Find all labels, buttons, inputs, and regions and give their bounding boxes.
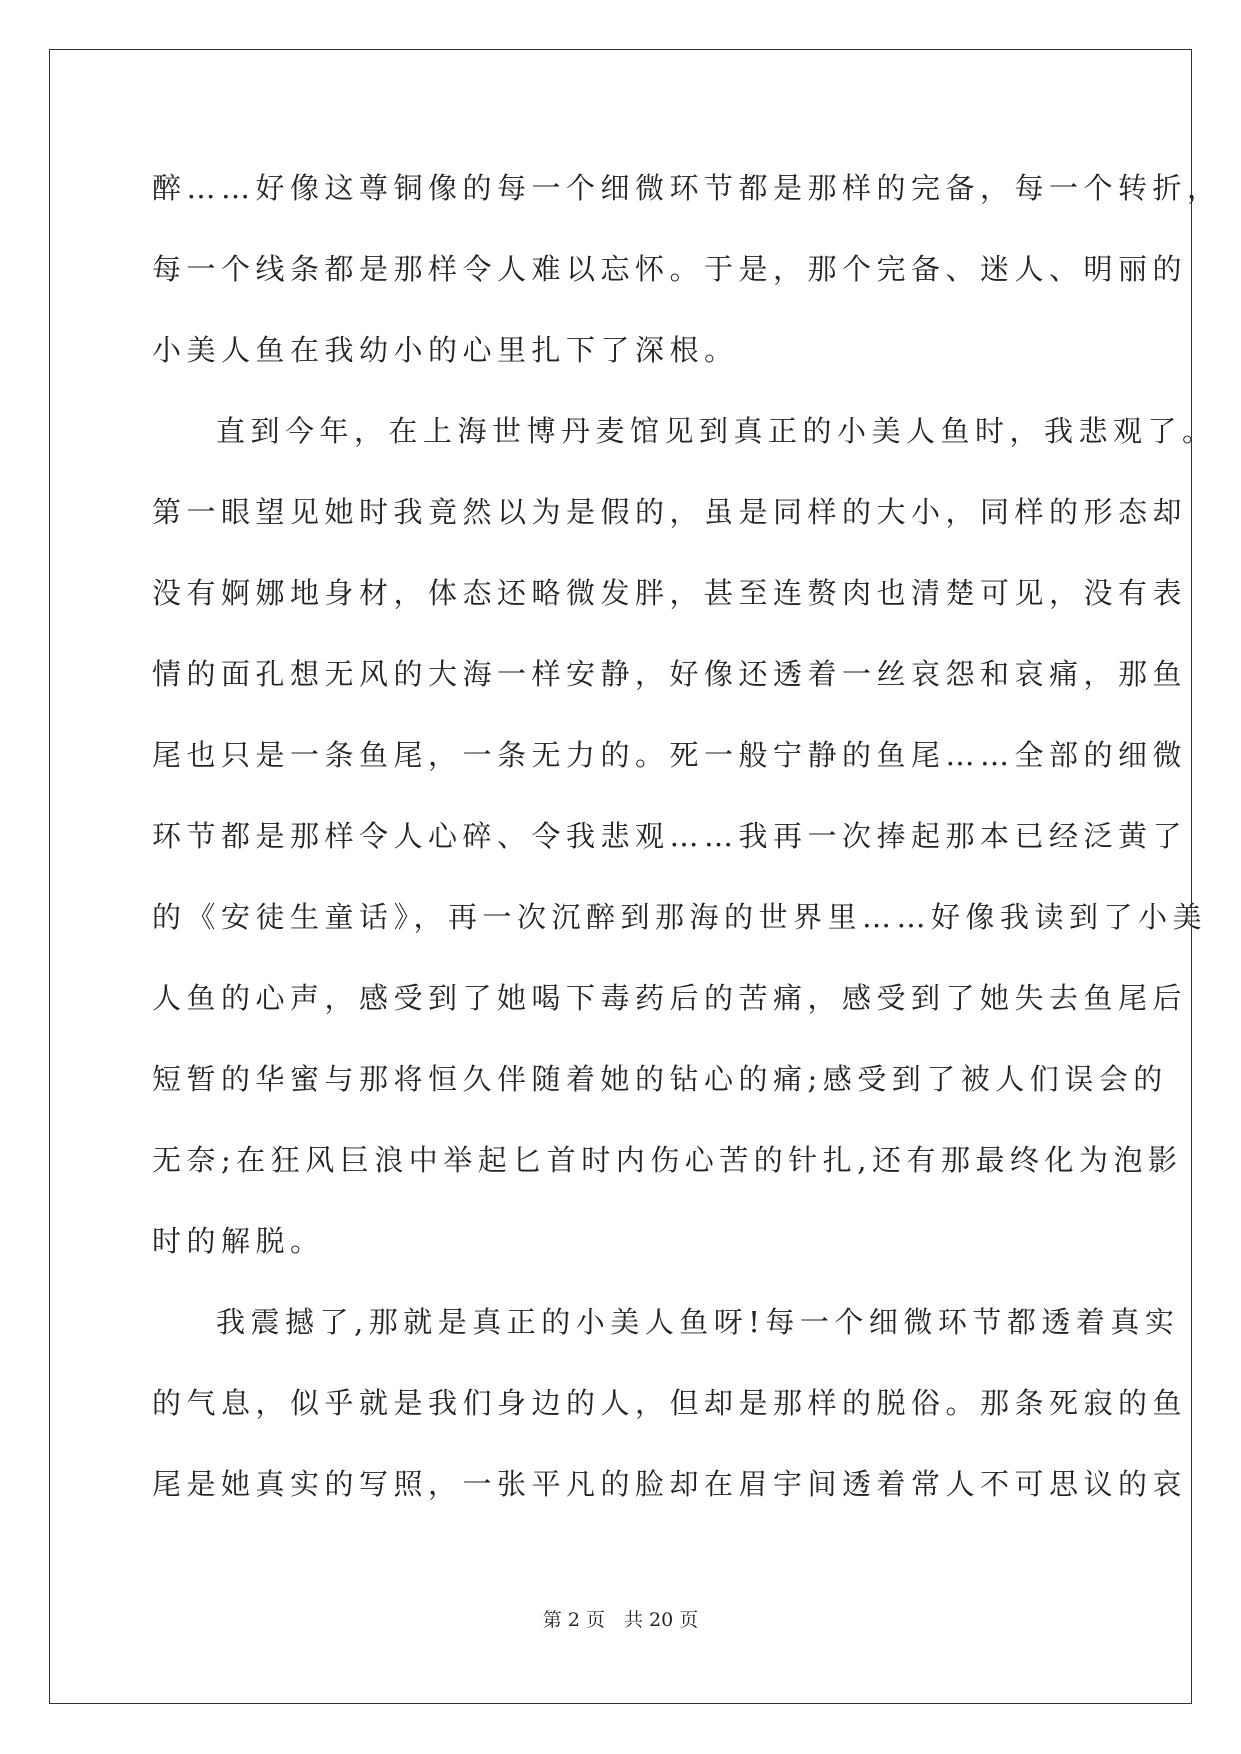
text-line: 每一个线条都是那样令人难以忘怀。于是，那个完备、迷人、明丽的 <box>152 252 1188 286</box>
text-line: 短暂的华蜜与那将恒久伴随着她的钻心的痛;感受到了被人们误会的 <box>152 1062 1168 1096</box>
text-line: 醉……好像这尊铜像的每一个细微环节都是那样的完备，每一个转折， <box>152 171 1222 205</box>
text-line: 小美人鱼在我幼小的心里扎下了深根。 <box>152 333 739 367</box>
text-line: 无奈;在狂风巨浪中举起匕首时内伤心苦的针扎,还有那最终化为泡影 <box>152 1143 1183 1177</box>
text-line: 人鱼的心声，感受到了她喝下毒药后的苦痛，感受到了她失去鱼尾后 <box>152 981 1188 1015</box>
text-line: 的气息，似乎就是我们身边的人，但却是那样的脱俗。那条死寂的鱼 <box>152 1386 1188 1420</box>
text-line: 没有婀娜地身材，体态还略微发胖，甚至连赘肉也清楚可见，没有表 <box>152 576 1188 610</box>
page-number-footer: 第 2 页 共 20 页 <box>542 1609 699 1631</box>
document-body <box>152 148 1222 1525</box>
text-line: 第一眼望见她时我竟然以为是假的，虽是同样的大小，同样的形态却 <box>152 495 1188 529</box>
text-line: 我震撼了,那就是真正的小美人鱼呀!每一个细微环节都透着真实 <box>216 1305 1180 1339</box>
text-line: 环节都是那样令人心碎、令我悲观……我再一次捧起那本已经泛黄了 <box>152 819 1188 853</box>
text-line: 情的面孔想无风的大海一样安静，好像还透着一丝哀怨和哀痛，那鱼 <box>152 657 1188 691</box>
text-line: 时的解脱。 <box>152 1224 325 1258</box>
text-line: 尾也只是一条鱼尾，一条无力的。死一般宁静的鱼尾……全部的细微 <box>152 738 1188 772</box>
text-line: 直到今年，在上海世博丹麦馆见到真正的小美人鱼时，我悲观了。 <box>216 414 1217 448</box>
text-line: 尾是她真实的写照，一张平凡的脸却在眉宇间透着常人不可思议的哀 <box>152 1467 1188 1501</box>
text-line: 的《安徒生童话》，再一次沉醉到那海的世界里……好像我读到了小美 <box>152 900 1208 934</box>
